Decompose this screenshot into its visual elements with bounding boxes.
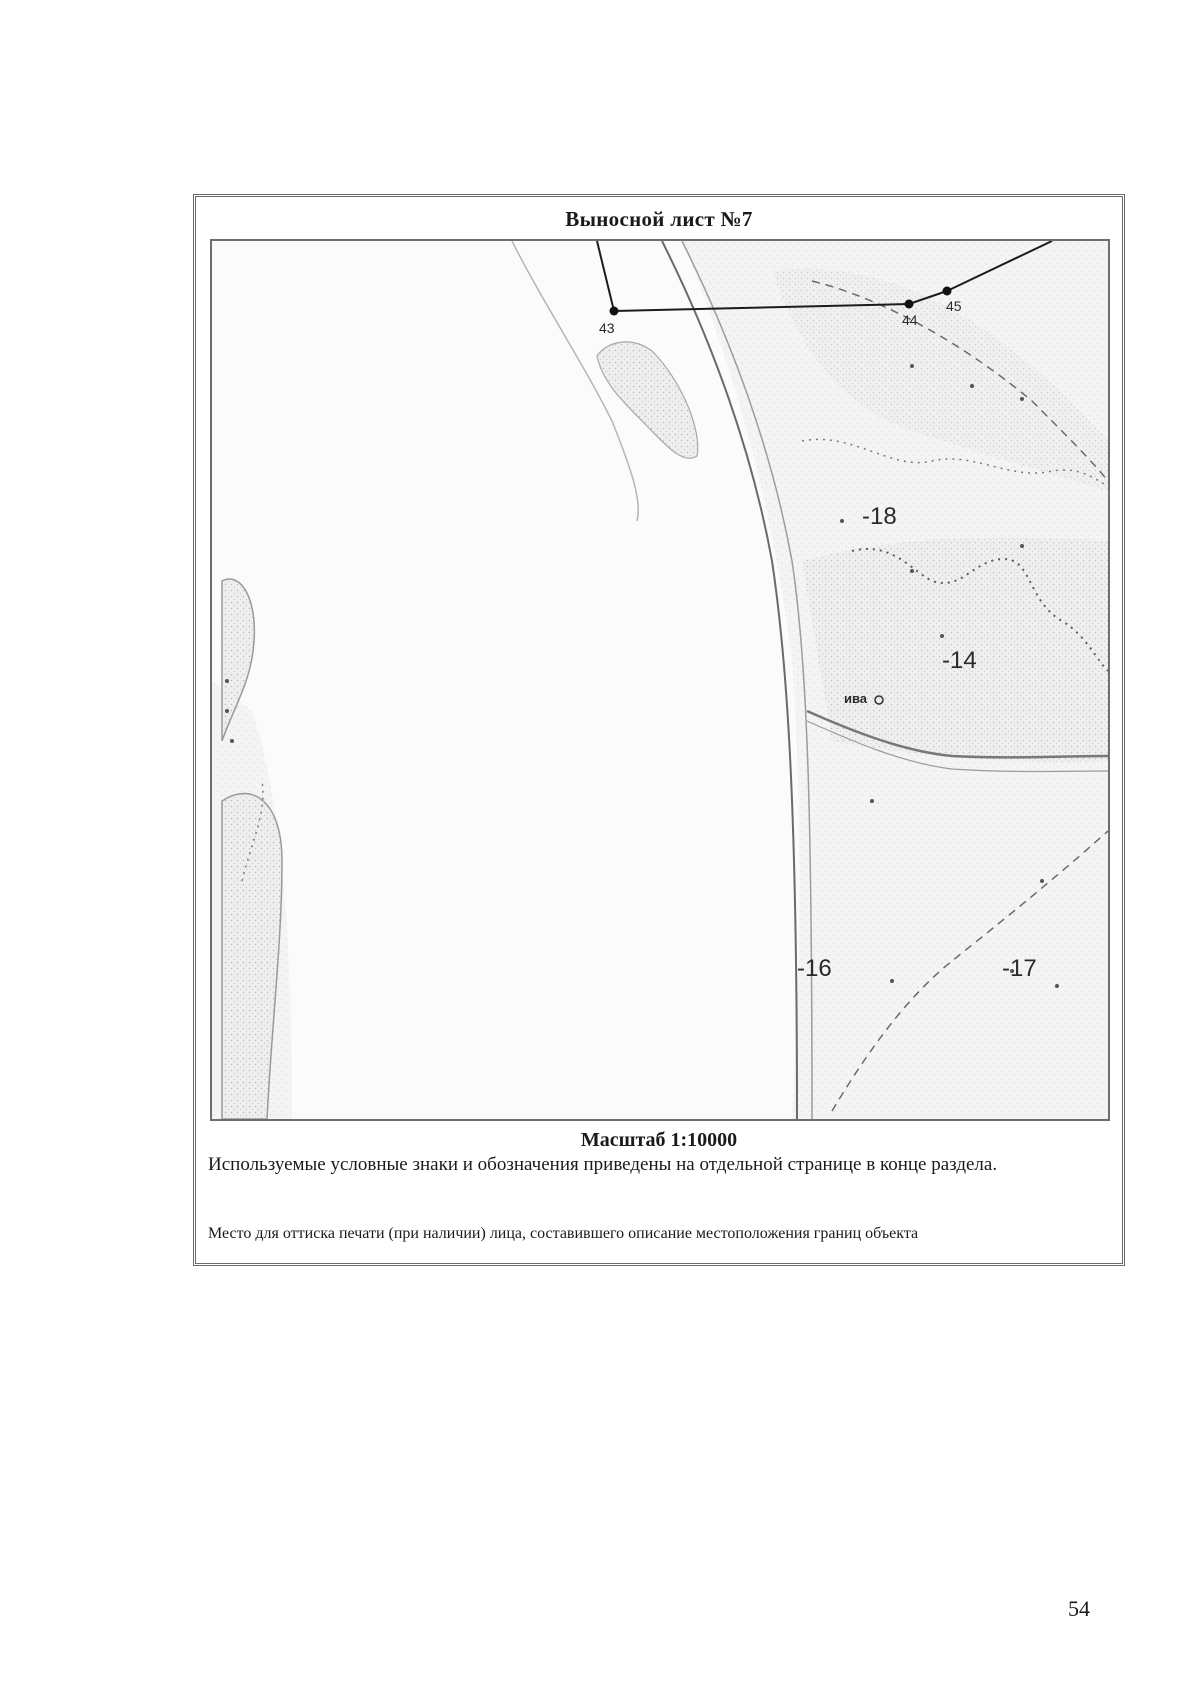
depth-label: -18 <box>862 503 897 530</box>
boundary-point-label: 44 <box>902 312 918 328</box>
sheet-title: Выносной лист №7 <box>565 207 753 231</box>
scale-label: Масштаб 1:10000 <box>580 1129 738 1151</box>
boundary-point-label: 45 <box>946 298 962 314</box>
vegetation-label: ива <box>844 691 868 706</box>
depth-label: -14 <box>942 647 977 674</box>
stamp-note: Место для оттиска печати (при наличии) лица, составившего описание местоположения границ объекта <box>208 1225 919 1242</box>
depth-label: -16 <box>797 955 832 982</box>
depth-label: -17 <box>1002 955 1037 982</box>
page-number: 54 <box>1068 1596 1090 1621</box>
sheet-frame <box>193 194 1125 1266</box>
map-area <box>210 239 1110 1121</box>
river-water-area <box>212 241 800 1119</box>
legend-note: Используемые условные знаки и обозначения приведены на отдельной странице в конце раздела. <box>208 1154 998 1175</box>
boundary-point-label: 43 <box>599 320 615 336</box>
